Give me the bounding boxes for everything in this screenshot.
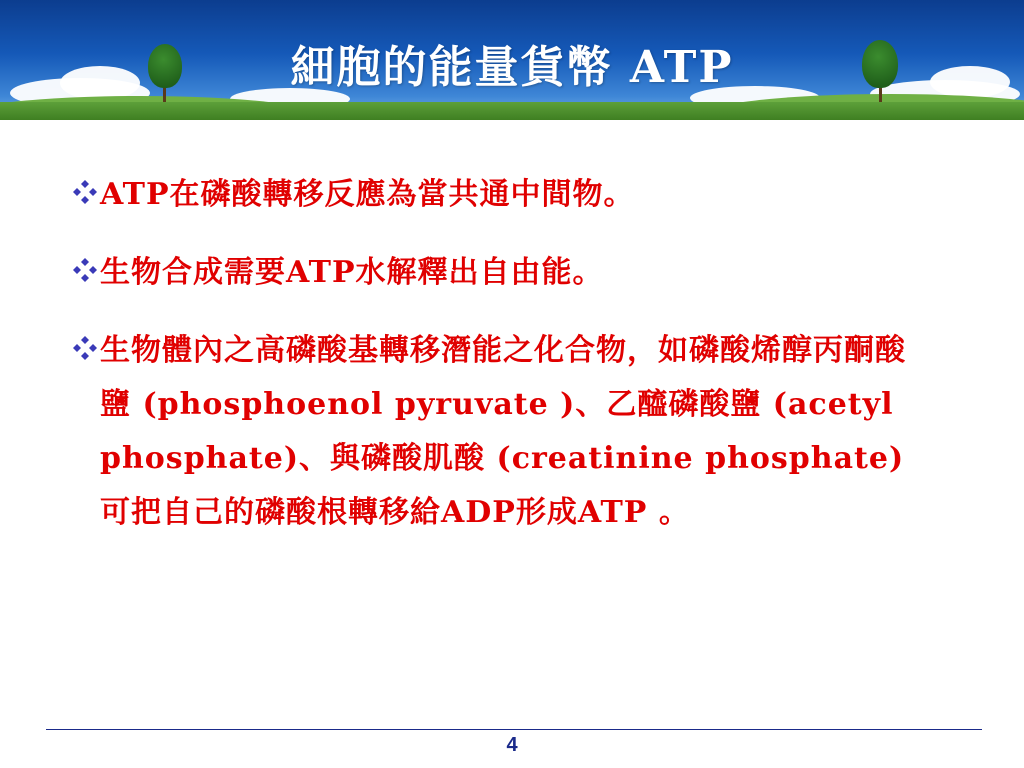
bullet-item: [70, 246, 950, 300]
bullet-text: 生物體內之高磷酸基轉移潛能之化合物，如磷酸烯醇丙酮酸鹽 (phosphoenol pyruvate )、乙醯磷酸鹽 (acetyl phosphate)、與磷酸肌酸 (creatinine phosphate)可把自己的磷酸根轉移給ADP形成ATP 。: [100, 333, 906, 530]
bullet-item: [70, 324, 950, 540]
slide-title: 細胞的能量貨幣 ATP: [290, 42, 734, 93]
bullet-text: ATP在磷酸轉移反應為當共通中間物。: [100, 177, 635, 212]
bullet-text: 生物合成需要ATP水解釋出自由能。: [100, 255, 604, 290]
page-number: 4: [506, 734, 518, 756]
bullet-list: [70, 168, 950, 564]
footer-divider: [46, 729, 982, 730]
bullet-item: [70, 168, 950, 222]
diamond-bullet-icon: [70, 178, 100, 206]
diamond-bullet-icon: [70, 334, 100, 362]
grass-strip: [0, 102, 1024, 120]
header-banner: [0, 0, 1024, 120]
diamond-bullet-icon: [70, 256, 100, 284]
